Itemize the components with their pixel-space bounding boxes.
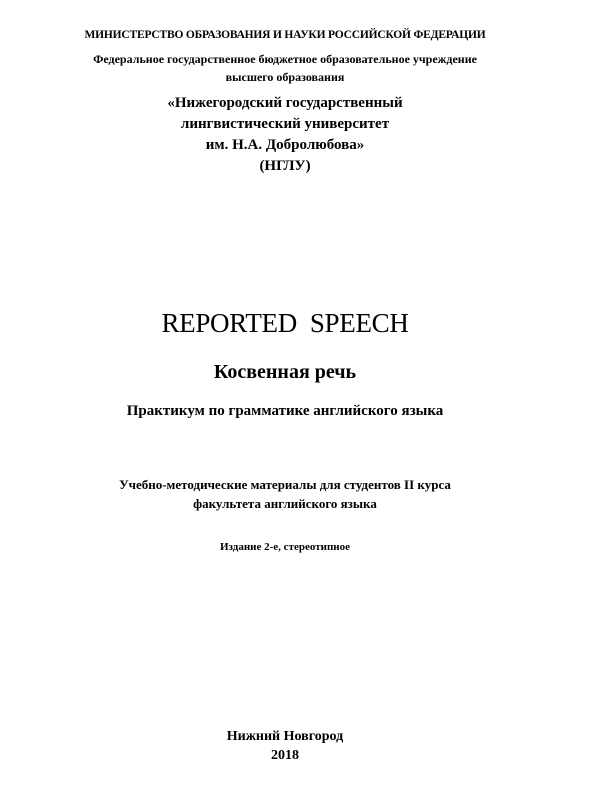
- materials-note-line2: факультета английского языка: [193, 496, 377, 511]
- university-name-line1: «Нижегородский государственный: [167, 95, 403, 111]
- institution-type-line1: Федеральное государственное бюджетное образовательное учреждение: [93, 52, 477, 66]
- publication-year: 2018: [271, 748, 299, 763]
- university-name-line3: им. Н.А. Добролюбова»: [205, 137, 365, 153]
- publication-city: Нижний Новгород: [226, 729, 344, 744]
- document-description: Практикум по грамматике английского языка: [126, 403, 444, 419]
- edition-note: Издание 2-е, стереотипное: [219, 541, 351, 553]
- document-title: REPORTED SPEECH: [161, 308, 409, 338]
- materials-note-line1: Учебно-методические материалы для студентов II курса: [119, 477, 451, 492]
- document-subtitle: Косвенная речь: [213, 361, 357, 383]
- university-name-line2: лингвистический университет: [180, 116, 390, 132]
- institution-type-line2: высшего образования: [225, 70, 345, 84]
- university-abbreviation: (НГЛУ): [259, 158, 311, 174]
- ministry-name: МИНИСТЕРСТВО ОБРАЗОВАНИЯ И НАУКИ РОССИЙСКОЙ ФЕДЕРАЦИИ: [84, 29, 486, 41]
